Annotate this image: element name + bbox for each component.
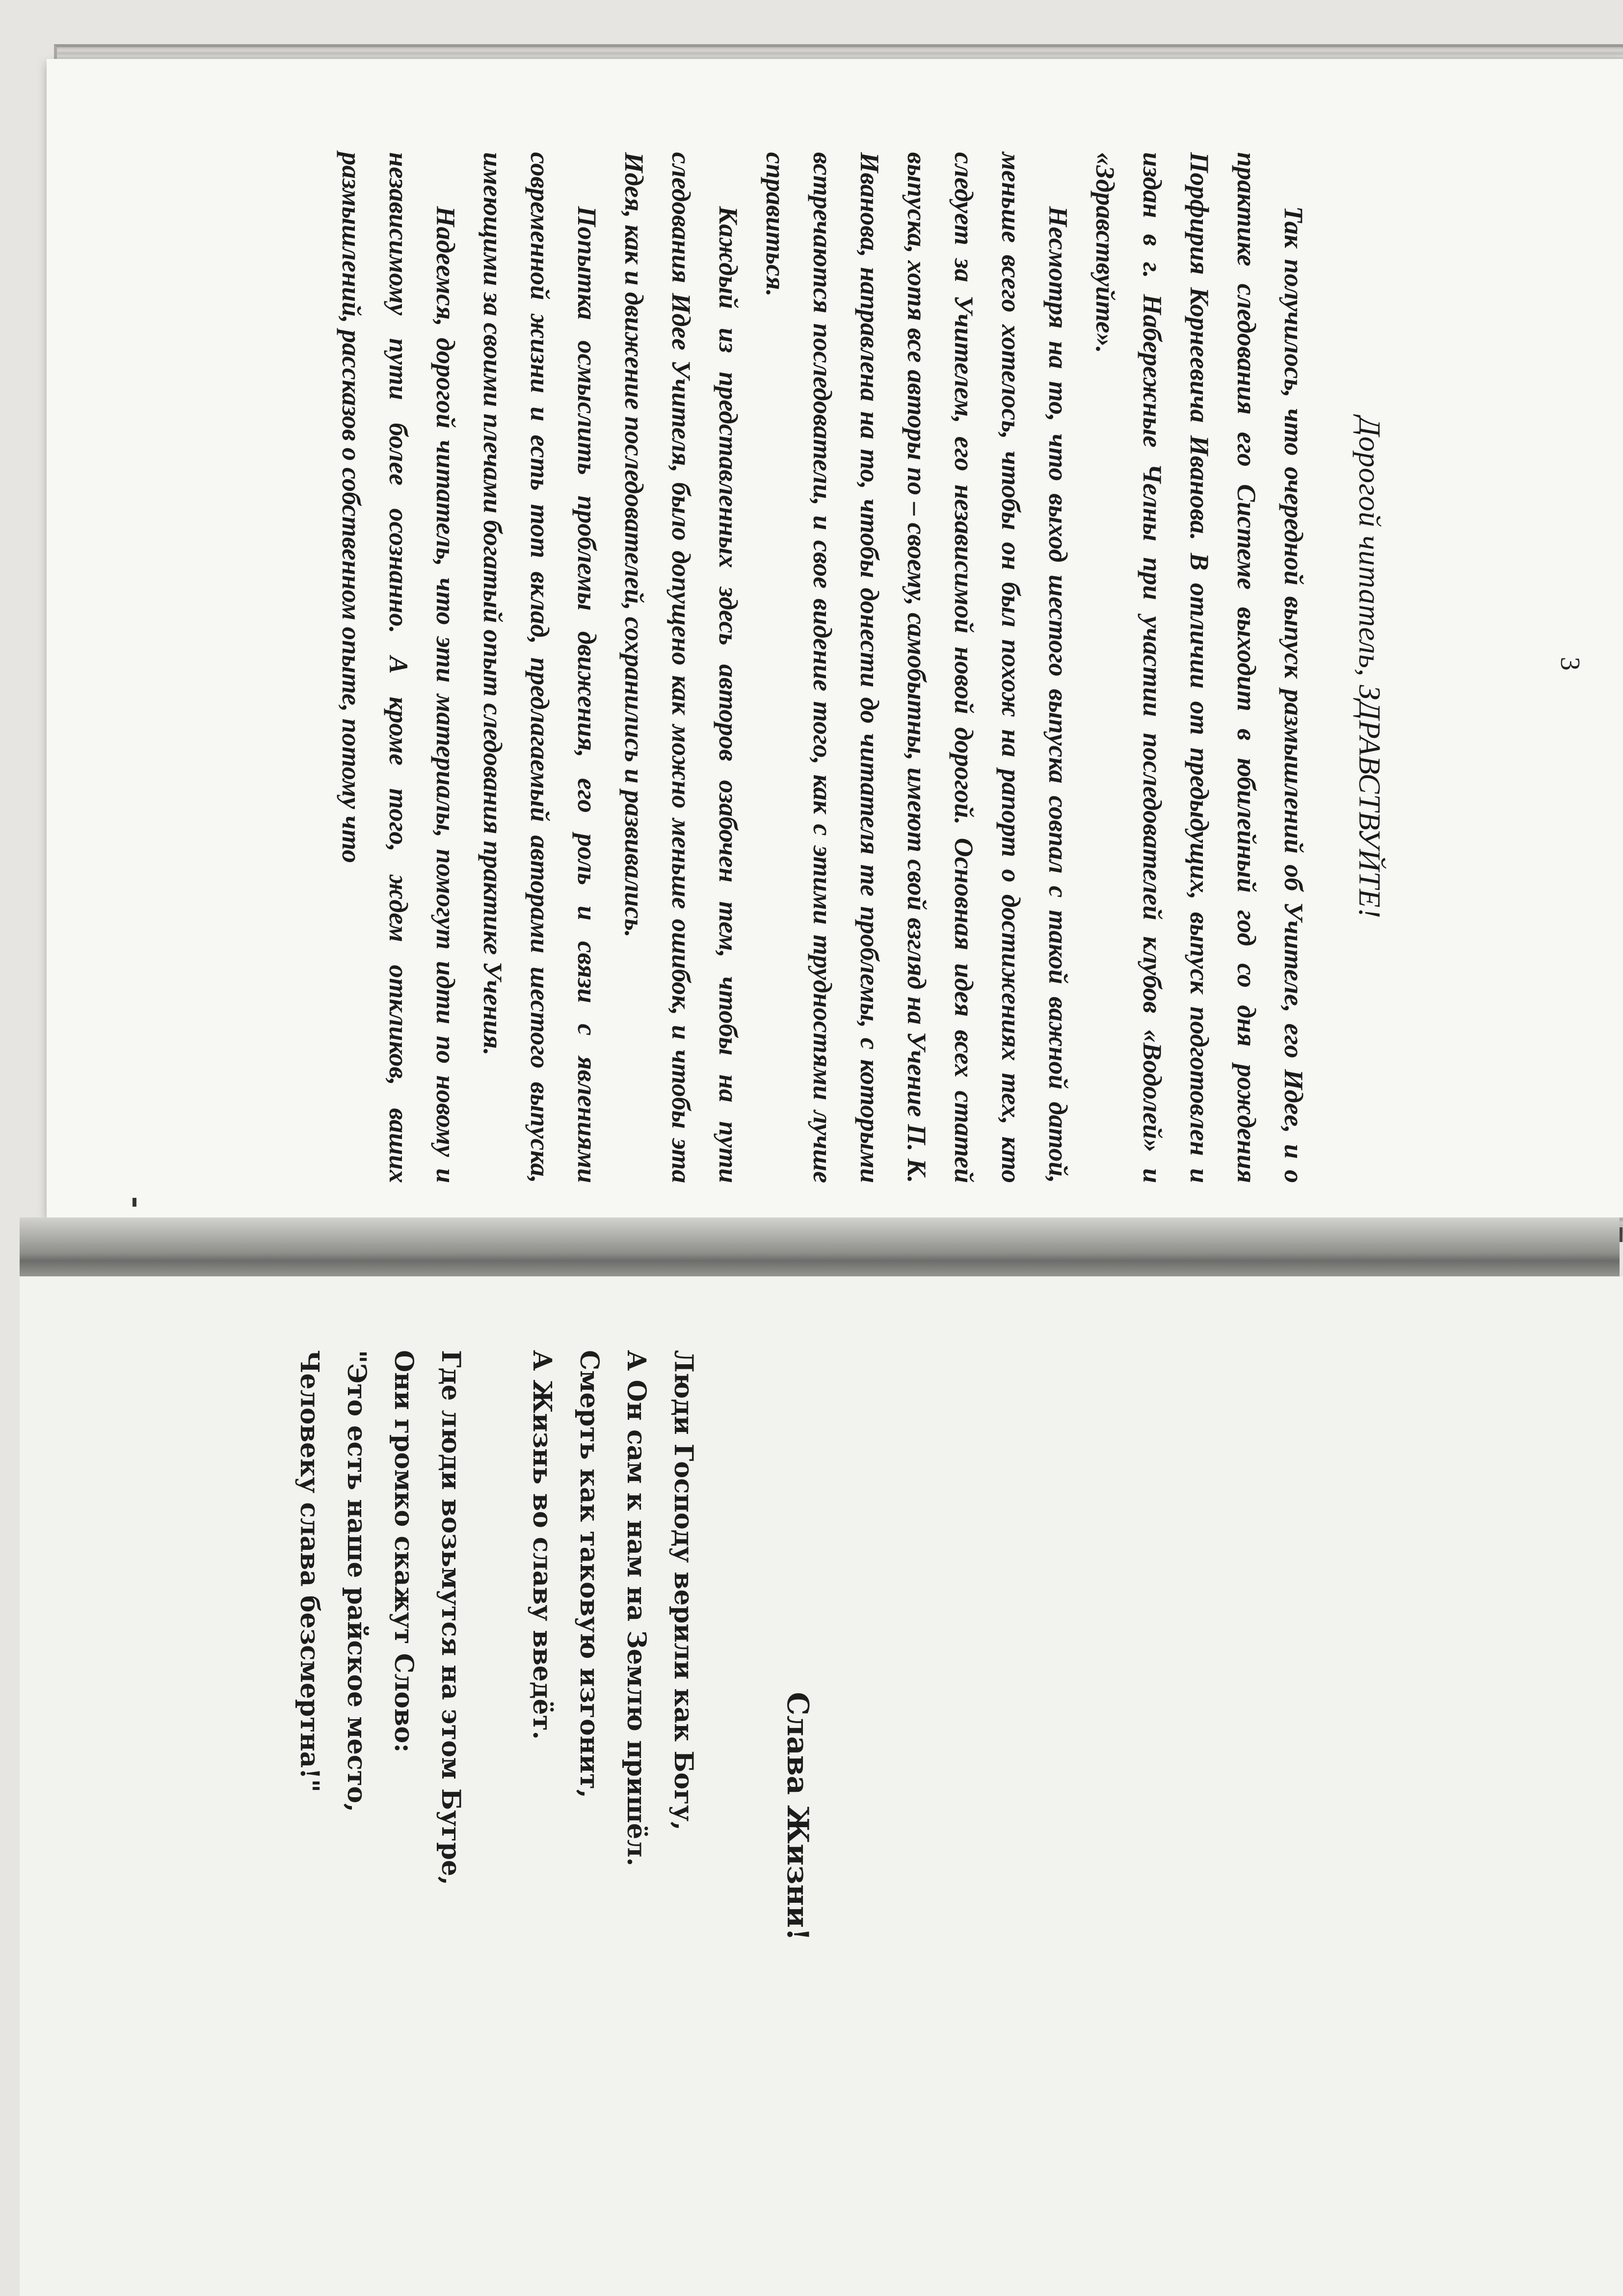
- left-page-content: [98, 1350, 815, 2283]
- paragraph: Так получилось, что очередной выпуск размышлений об Учителе, его Идее, и о практике следования его Системе выходит в юбилейный год со дня рождения Порфирия Корнеевича Иванова. В отличии от предыдущих, выпуск подготовлен и издан в г. Набережные Челны при участии последователей клубов «Водолей» и «Здравствуйте».: [1091, 152, 1308, 1183]
- poem-stanza: [286, 1350, 474, 2283]
- spine-mark: [133, 1198, 136, 1207]
- left-page: [20, 1276, 1623, 2296]
- poem-stanza: [518, 1350, 707, 2283]
- right-page-content: [233, 152, 1386, 1183]
- page-number: 3: [1555, 657, 1585, 671]
- paragraph: Надеемся, дорогой читатель, что эти материалы, помогут идти по новому и независимому пути более осознанно. А кроме того, ждем откликов, ваших размышлений, рассказов о собственном опыте, потому что: [337, 152, 460, 1183]
- poem-title: Слава Жизни!: [780, 1692, 815, 1941]
- poem-line: Где люди возьмутся на этом Бугре,: [436, 1350, 466, 1886]
- poem-line: Они громко скажут Слово:: [389, 1350, 419, 1753]
- paragraph: Попытка осмыслить проблемы движения, его роль и связи с явлениями современной жизни и есть тот вклад, предлагаемый авторами шестого выпуска, имеющими за своими плечами богатый опыт следования практике Учения.: [478, 152, 602, 1183]
- poem-line: Человеку слава безсмертна!": [294, 1350, 324, 1793]
- poem-line: Смерть как таковую изгонит,: [574, 1350, 604, 1798]
- spine-mark: [1620, 1227, 1623, 1242]
- poem-line: "Это есть наше райское место,: [342, 1350, 372, 1812]
- right-page: [47, 59, 1623, 1217]
- right-page-prose: [328, 152, 1317, 1183]
- right-page-heading: Дорогой читатель, ЗДРАВСТВУЙТЕ!: [1353, 416, 1386, 919]
- poem-line: А Жизнь во славу введёт.: [527, 1350, 557, 1740]
- paragraph: Каждый из представленных здесь авторов озабочен тем, чтобы на пути следования Идее Учителя, было допущено как можно меньше ошибок, и чтобы эта Идея, как и движение последователей, сохранились и развивались.: [619, 152, 743, 1183]
- poem-line: Люди Господу верили как Богу,: [668, 1350, 698, 1831]
- paragraph: Несмотря на то, что выход шестого выпуска совпал с такой важной датой, меньше всего хотелось, чтобы он был похож на рапорт о достижениях тех, кто следует за Учителем, его независимой новой дорогой. Основная идея всех статей выпуска, хотя все авторы по – своему, самобытны, имеют свой взгляд на Учение П. К. Иванова, направлена на то, чтобы донести до читателя те проблемы, с которыми встречаются последователи, и свое видение того, как с этими трудностями лучше справиться.: [761, 152, 1073, 1183]
- poem-line: А Он сам к нам на Землю пришёл.: [621, 1350, 651, 1866]
